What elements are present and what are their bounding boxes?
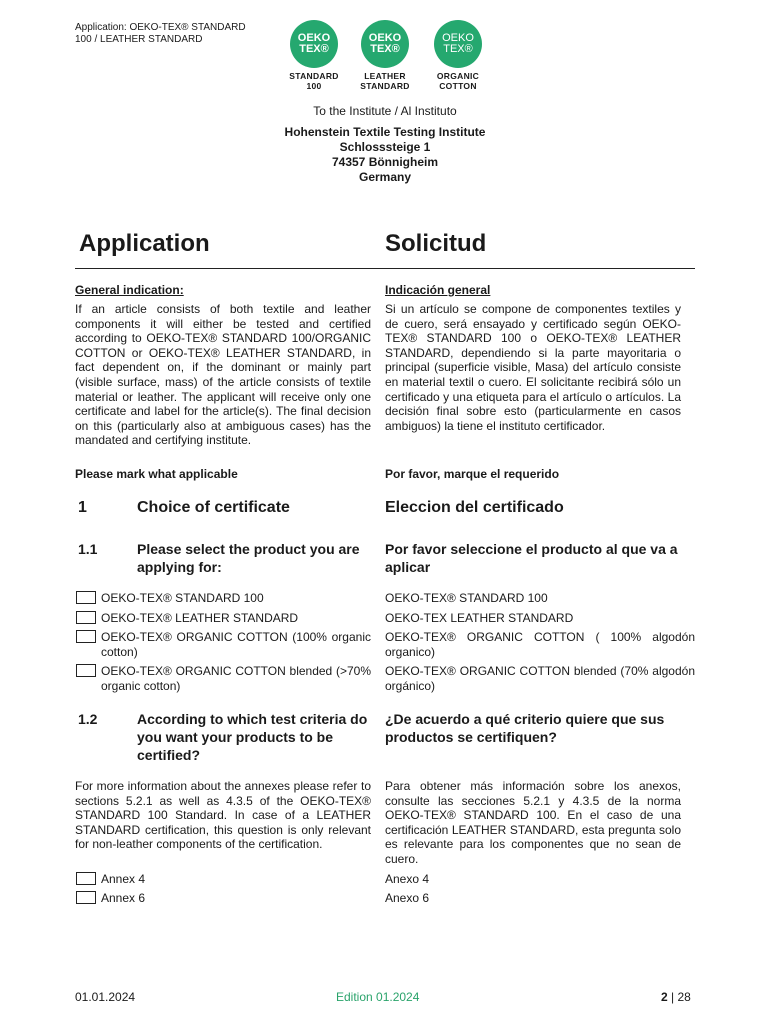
page-total: 28 bbox=[677, 990, 691, 1004]
option-organic-cotton-blended-en: OEKO-TEX® ORGANIC COTTON blended (>70% organic cotton) bbox=[101, 664, 371, 693]
oeko-tex-drop-icon: OEKO TEX® bbox=[361, 20, 409, 68]
mark-applicable-es: Por favor, marque el requerido bbox=[385, 467, 560, 481]
checkbox-annex-6[interactable] bbox=[76, 891, 96, 904]
section11-title-en: Please select the product you are applying for: bbox=[137, 541, 360, 575]
title-en: Application bbox=[79, 230, 210, 257]
address-line2: Schlosssteige 1 bbox=[339, 140, 431, 154]
option-annex-6-es: Anexo 6 bbox=[385, 891, 430, 905]
option-annex-4-en: Annex 4 bbox=[101, 872, 146, 886]
option-leather-standard-en: OEKO-TEX® LEATHER STANDARD bbox=[101, 611, 299, 625]
section12-number: 1.2 bbox=[78, 711, 98, 727]
option-annex-4-es: Anexo 4 bbox=[385, 872, 430, 886]
page-current: 2 bbox=[661, 990, 668, 1004]
checkbox-organic-cotton[interactable] bbox=[76, 630, 96, 643]
footer-date: 01.01.2024 bbox=[75, 990, 136, 1004]
section12-body-en: For more information about the annexes please refer to sections 5.2.1 as well as 4.3.5 of the OEKO-TEX® STANDARD 100 Standard. In case of a LEATHER STANDARD certification, this question is only relevant for non-leather components of the certification. bbox=[75, 779, 371, 852]
section1-title-en: Choice of certificate bbox=[137, 499, 290, 516]
general-heading-en: General indication: bbox=[75, 283, 184, 297]
address-line3: 74357 Bönnigheim bbox=[331, 155, 439, 169]
oeko-tex-standard-100-logo: OEKO TEX® STANDARD 100 bbox=[284, 20, 344, 91]
option-leather-standard-es: OEKO-TEX LEATHER STANDARD bbox=[385, 611, 574, 625]
title-divider bbox=[75, 268, 695, 269]
option-organic-cotton-en: OEKO-TEX® ORGANIC COTTON (100% organic cotton) bbox=[101, 630, 371, 659]
address-to: To the Institute / Al Instituto bbox=[313, 104, 457, 118]
section12-body-es: Para obtener más información sobre los anexos, consulte las secciones 5.2.1 y 4.3.5 de la norma OEKO-TEX® STANDARD 100. En el caso de una certificación LEATHER STANDARD, esta pregunta solo es relevante para los componentes que no sean de cuero. bbox=[385, 779, 681, 866]
option-organic-cotton-es: OEKO-TEX® ORGANIC COTTON ( 100% algodón organico) bbox=[385, 630, 695, 659]
oeko-tex-drop-icon: OEKO TEX® bbox=[434, 20, 482, 68]
checkbox-annex-4[interactable] bbox=[76, 872, 96, 885]
general-heading-es: Indicación general bbox=[385, 283, 491, 297]
section1-title-es: Eleccion del certificado bbox=[385, 499, 564, 516]
footer-edition: Edition 01.2024 bbox=[336, 990, 420, 1004]
option-organic-cotton-blended-es: OEKO-TEX® ORGANIC COTTON blended (70% algodón orgánico) bbox=[385, 664, 695, 693]
section11-title-es: Por favor seleccione el producto al que va a aplicar bbox=[385, 541, 678, 575]
address-line4: Germany bbox=[358, 170, 412, 184]
general-body-en: If an article consists of both textile and leather components it will either be tested and certified according to OEKO-TEX® STANDARD 100/ORGANIC COTTON or OEKO-TEX® LEATHER STANDARD, in fact dependent on, if the dominant or mainly part (visible surface, mass) of the article consists of textile material or leather. The applicant will receive only one certificate and label for the article(s). The final decision on this (particularly also at ambiguous cases) has the mandated and certifying institute. bbox=[75, 302, 371, 448]
oeko-tex-leather-standard-logo: OEKO TEX® LEATHER STANDARD bbox=[355, 20, 415, 91]
section1-number: 1 bbox=[78, 499, 87, 516]
section12-title-es: ¿De acuerdo a qué criterio quiere que sus productos se certifiquen? bbox=[385, 711, 665, 745]
general-body-es: Si un artículo se compone de componentes textiles y de cuero, será ensayado y certificado según OEKO-TEX® STANDARD 100 o OEKO-TEX® LEATHER STANDARD, dependiendo si la parte mayoritaria o principal (superficie visible, Masa) del artículo consiste en material textil o cuero. El solicitante recibirá sólo un certificado y una etiqueta para el artículo o artículos. La decisión final sobre esto (particularmente en casos ambiguos) la tiene el instituto certificador. bbox=[385, 302, 681, 433]
oeko-tex-organic-cotton-logo: OEKO TEX® ORGANIC COTTON bbox=[428, 20, 488, 91]
footer-page-number: 2 | 28 bbox=[661, 990, 691, 1004]
mark-applicable-en: Please mark what applicable bbox=[75, 467, 238, 481]
section12-title-en: According to which test criteria do you want your products to be certified? bbox=[137, 711, 368, 763]
checkbox-leather-standard[interactable] bbox=[76, 611, 96, 624]
oeko-tex-drop-icon: OEKO TEX® bbox=[290, 20, 338, 68]
checkbox-organic-cotton-blended[interactable] bbox=[76, 664, 96, 677]
application-header: Application: OEKO-TEX® STANDARD 100 / LEATHER STANDARD bbox=[75, 22, 246, 45]
section11-number: 1.1 bbox=[78, 541, 98, 557]
option-standard-100-en: OEKO-TEX® STANDARD 100 bbox=[101, 591, 264, 605]
option-annex-6-en: Annex 6 bbox=[101, 891, 146, 905]
checkbox-standard-100[interactable] bbox=[76, 591, 96, 604]
option-standard-100-es: OEKO-TEX® STANDARD 100 bbox=[385, 591, 548, 605]
address-line1: Hohenstein Textile Testing Institute bbox=[284, 125, 486, 139]
title-es: Solicitud bbox=[385, 230, 487, 257]
